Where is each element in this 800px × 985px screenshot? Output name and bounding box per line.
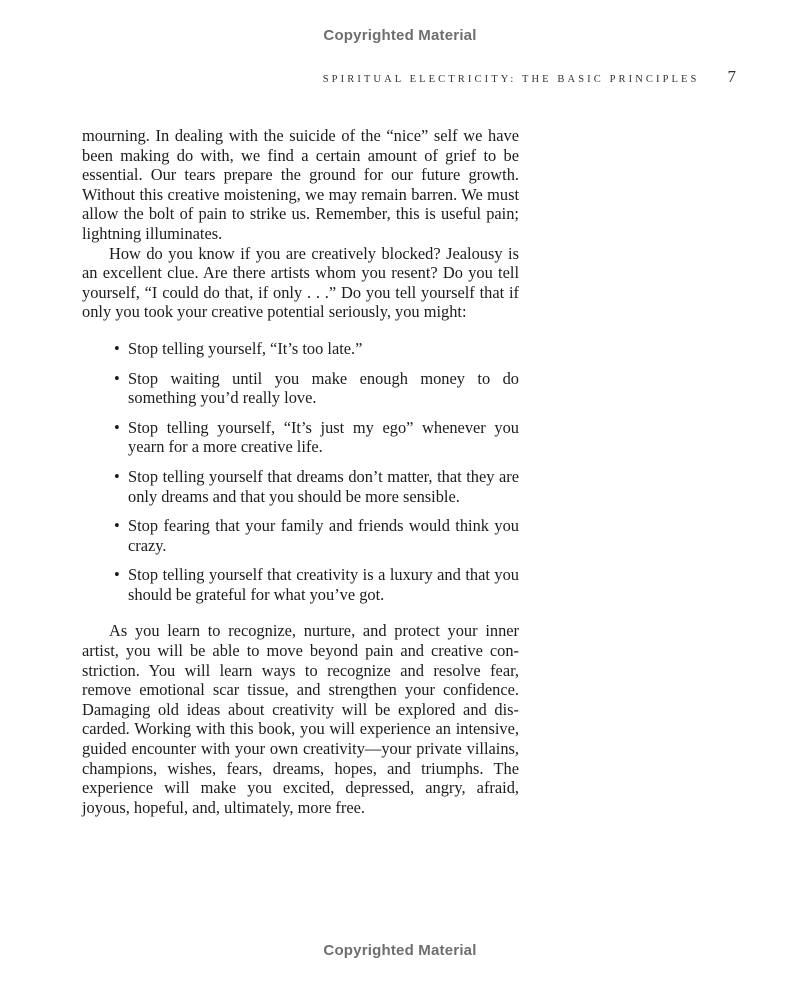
list-item-text: Stop fearing that your family and friends would think you crazy.	[128, 516, 519, 555]
page-body	[82, 126, 519, 817]
bullet-icon: •	[114, 338, 120, 358]
copyright-watermark-bottom: Copyrighted Material	[323, 942, 477, 959]
list-item	[114, 466, 519, 506]
bullet-icon: •	[114, 565, 120, 585]
running-title: SPIRITUAL ELECTRICITY: THE BASIC PRINCIPLES	[322, 74, 700, 85]
paragraph-inner-artist: As you learn to recognize, nurture, and protect your inner artist, you will be able to move beyond pain and creative constriction. You will learn ways to recognize and resolve fear, remove emotional scar tissue, and strengthen your confidence. Damaging old ideas about creativity will be explored and discarded. Working with this book, you will experience an intensive, guided encounter with your own creativity—your private villains, champions, wishes, fears, dreams, hopes, and triumphs. The experience will make you excited, depressed, angry, afraid, joyous, hopeful, and, ultimately, more free.	[82, 621, 519, 817]
bullet-icon: •	[114, 516, 120, 536]
list-item	[114, 417, 519, 457]
page-number: 7	[727, 67, 736, 86]
paragraph-creatively-blocked: How do you know if you are creatively blocked? Jealousy is an excellent clue. Are there artists whom you resent? Do you tell yourself, “I could do that, if only . . .” Do you tell yourself that if only you took your creative potential seriously, you might:	[82, 243, 519, 322]
paragraph-continued: mourning. In dealing with the suicide of the “nice” self we have been making do with, we find a certain amount of grief to be essential. Our tears prepare the ground for our future growth. Without this creative moistening, we may remain barren. We must allow the bolt of pain to strike us. Remember, this is useful pain; lightning illuminates.	[82, 126, 519, 243]
copyright-watermark-top: Copyrighted Material	[323, 27, 477, 44]
list-item-text: Stop telling yourself that creativity is a luxury and that you should be grateful for what you’ve got.	[128, 565, 519, 604]
bullet-icon: •	[114, 466, 120, 486]
list-item	[114, 338, 519, 359]
list-item	[114, 516, 519, 555]
bullet-icon: •	[114, 417, 120, 437]
list-item	[114, 368, 519, 408]
list-item	[114, 565, 519, 604]
list-item-text: Stop telling yourself, “It’s too late.”	[128, 338, 363, 358]
list-item-text: Stop waiting until you make enough money to do something you’d really love.	[128, 368, 519, 408]
bullet-list	[82, 339, 519, 605]
list-item-text: Stop telling yourself that dreams don’t matter, that they are only dreams and that you should be more sensible.	[128, 466, 519, 506]
running-header	[323, 67, 736, 87]
bullet-icon: •	[114, 368, 120, 388]
list-item-text: Stop telling yourself, “It’s just my ego” whenever you yearn for a more creative life.	[128, 417, 519, 457]
